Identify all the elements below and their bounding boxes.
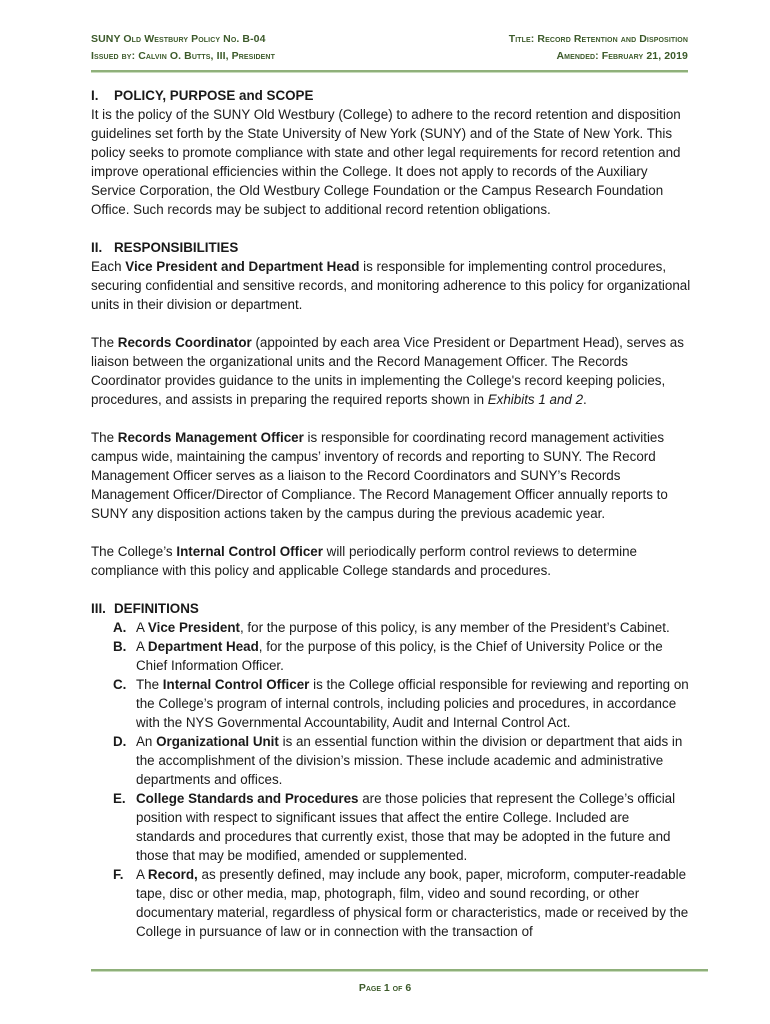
section-heading-responsibilities: [91, 238, 691, 257]
section-number: II.: [91, 240, 103, 255]
issued-by: Issued by: Calvin O. Butts, III, President: [91, 50, 275, 62]
header-right: [509, 31, 688, 65]
footer-divider: [91, 969, 708, 972]
definition-item: F. A Record, as presently defined, may include any book, paper, microform, computer-readable tape, disc or other media, map, photograph, film, video and sound recording, or other documentary material, regardless of physical form or characteristics, made or received by the College in pursuance of law or in connection with the transaction of: [113, 867, 689, 939]
section-title: RESPONSIBILITIES: [114, 240, 239, 255]
policy-paragraph: It is the policy of the SUNY Old Westbury (College) to adhere to the record retention and disposition guidelines set forth by the State University of New York (SUNY) and of the State of New York. This policy seeks to promote compliance with state and other legal requirements for record retention and improve operational efficiencies within the College. It does not apply to records of the Auxiliary Service Corporation, the Old Westbury College Foundation or the Campus Research Foundation Office. Such records may be subject to additional record retention obligations.: [91, 107, 681, 217]
responsibility-rmo-paragraph: The Records Management Officer is responsible for coordinating record management activities campus wide, maintaining the campus’ inventory of records and reporting to SUNY. The Record Management Officer serves as a liaison to the Record Coordinators and SUNY’s Records Management Officer/Director of Compliance. The Record Management Officer annually reports to SUNY any disposition actions taken by the campus during the previous academic year.: [91, 430, 668, 521]
section-heading-definitions: [91, 599, 691, 618]
responsibility-coordinator-paragraph: The Records Coordinator (appointed by each area Vice President or Department Head), serves as liaison between the organizational units and the Record Management Officer. The Records Coordinator provides guidance to the units in implementing the College's record keeping policies, procedures, and assists in preparing the required reports shown in Exhibits 1 and 2.: [91, 335, 684, 407]
amended-date: Amended: February 21, 2019: [556, 50, 688, 62]
definition-item: D. An Organizational Unit is an essential function within the division or department that aids in the accomplishment of the division’s mission. These include academic and administrative departments and offices.: [113, 734, 683, 787]
definitions-list: [91, 618, 691, 941]
page-header: [91, 31, 688, 67]
policy-number: SUNY Old Westbury Policy No. B-04: [91, 33, 266, 45]
definition-item: E. College Standards and Procedures are those policies that represent the College’s official position with respect to significant issues that affect the entire College. Included are standards and procedures that currently exist, those that may be adopted in the future and those that may be modified, amended or supplemented.: [113, 791, 676, 863]
definition-item: C. The Internal Control Officer is the College official responsible for reviewing and reporting on the College’s program of internal controls, including policies and procedures, in accordance with the NYS Governmental Accountability, Audit and Internal Control Act.: [113, 677, 689, 730]
policy-title: Title: Record Retention and Disposition: [508, 33, 688, 45]
document-body: [91, 86, 691, 941]
page-number: Page 1 of 6: [358, 982, 412, 994]
section-heading-policy: [91, 86, 691, 105]
responsibility-vp-paragraph: Each Vice President and Department Head is responsible for implementing control procedures, securing confidential and sensitive records, and monitoring adherence to this policy for organizational units in their division or department.: [91, 259, 691, 312]
section-number: III.: [91, 601, 106, 616]
definition-item: A. A Vice President, for the purpose of this policy, is any member of the President’s Cabinet.: [113, 620, 670, 635]
section-title: POLICY, PURPOSE and SCOPE: [114, 88, 314, 103]
definition-item: B. A Department Head, for the purpose of this policy, is the Chief of University Police or the Chief Information Officer.: [113, 639, 663, 673]
responsibility-ico-paragraph: The College’s Internal Control Officer will periodically perform control reviews to determine compliance with this policy and applicable College standards and procedures.: [91, 544, 637, 578]
header-divider: [91, 70, 688, 73]
header-left: [91, 31, 275, 65]
section-title: DEFINITIONS: [114, 601, 199, 616]
section-number: I.: [91, 88, 99, 103]
